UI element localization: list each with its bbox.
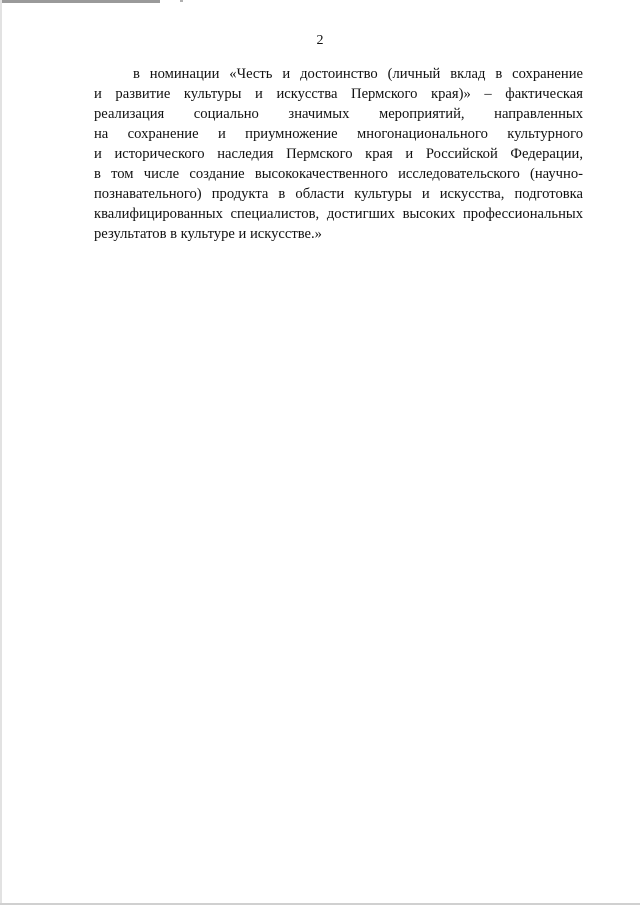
paragraph-line-7: познавательного) продукта в области культуры и искусства, подготовка	[94, 186, 583, 202]
paragraph-line-4: на сохранение и приумножение многонационального культурного	[94, 126, 583, 142]
body-paragraph	[94, 64, 583, 244]
scan-artifact-left	[0, 0, 2, 905]
paragraph-line-2: и развитие культуры и искусства Пермского края)» – фактическая	[94, 86, 583, 102]
paragraph-line-6: в том числе создание высококачественного исследовательского (научно-	[94, 166, 583, 182]
paragraph-line-8: квалифицированных специалистов, достигших высоких профессиональных	[94, 206, 583, 222]
page-number: 2	[316, 33, 324, 48]
scan-artifact-top	[0, 0, 160, 3]
paragraph-line-9: результатов в культуре и искусстве.»	[94, 226, 322, 242]
paragraph-line-1: в номинации «Честь и достоинство (личный вклад в сохранение	[133, 66, 583, 82]
scan-artifact-dot	[180, 0, 183, 2]
paragraph-line-5: и исторического наследия Пермского края и Российской Федерации,	[94, 146, 583, 162]
paragraph-line-3: реализация социально значимых мероприятий, направленных	[94, 106, 583, 122]
